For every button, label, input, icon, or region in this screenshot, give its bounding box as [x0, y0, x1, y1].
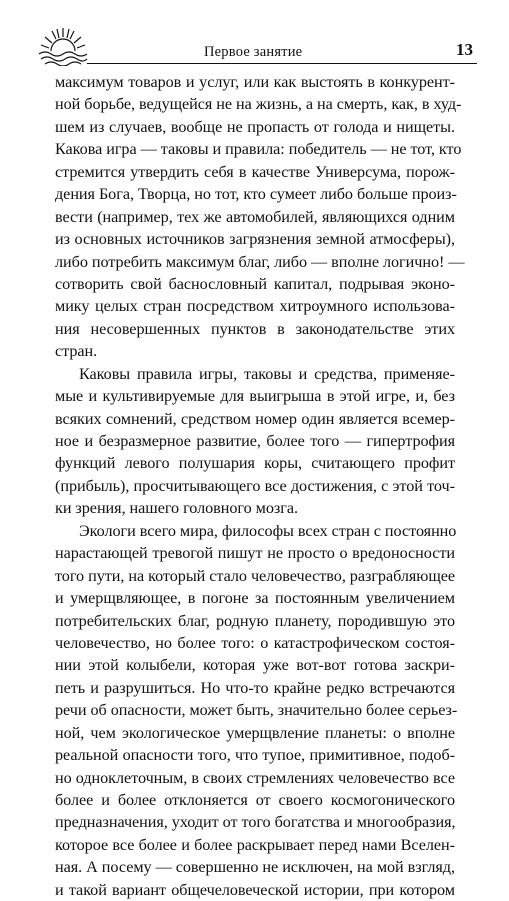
text-line: максимум товаров и услуг, или как выстоять в конкурент- [55, 73, 455, 91]
text-line: дения Бога, Творца, но тот, кто сумеет либо больше произ- [55, 185, 457, 204]
paragraph-1 [55, 71, 465, 363]
text-line: человечество, но более того: о катастрофическом состоя- [55, 633, 455, 652]
text-line: ное и безразмерное развитие, более того — гипертрофия [55, 432, 455, 450]
text-line: из основных источников загрязнения земной атмосферы), [55, 230, 455, 249]
text-line: сотворить свой баснословный капитал, подрывая эконо- [55, 274, 455, 293]
text-line: шем из случаев, вообще не пропасть от голода и нищеты. [55, 117, 455, 136]
text-line: стран. [55, 342, 98, 361]
text-line: либо потребить максимум благ, либо — вполне логично! — [55, 252, 465, 271]
page-text [55, 71, 465, 901]
text-line: мику целых стран посредством хитроумного использова- [55, 297, 455, 316]
text-line: которое все более и более раскрывает перед нами Вселен- [55, 835, 455, 854]
running-header [37, 20, 477, 68]
text-line: петь и разрушиться. Но что-то крайне редко встречаются [55, 678, 455, 697]
paragraph-2 [55, 363, 455, 520]
page-number: 13 [456, 40, 473, 59]
text-line: и умерщвляющее, в погоне за постоянным увеличением [55, 589, 455, 608]
text-line: нии этой колыбели, которая уже вот-вот готова заскри- [55, 656, 455, 675]
text-line: Экологи всего мира, философы всех стран с постоянно [79, 521, 457, 540]
text-line: (прибыль), просчитывающего все достижения, с этой точ- [55, 476, 455, 495]
text-line: но одноклеточным, в своих стремлениях человечество все [55, 768, 455, 787]
text-line: вести (например, тех же автомобилей, являющихся одним [55, 207, 455, 226]
paragraph-3 [55, 520, 458, 901]
sunrise-over-waves-icon [37, 20, 89, 66]
text-line: речи об опасности, может быть, значительно более серьез- [55, 701, 458, 720]
text-line: ной, чем экологическое умерщвление планеты: о вполне [55, 723, 455, 742]
text-line: предназначения, уходит от того богатства и многообразия, [55, 813, 456, 832]
text-line: функций левого полушария коры, считающего профит [55, 454, 455, 473]
text-line: ная. А посему — совершенно не исключен, на мой взгляд, [55, 858, 455, 877]
chapter-title: Первое занятие [204, 44, 303, 60]
text-line: стремится утвердить себя в качестве Универсума, порож- [55, 162, 455, 181]
header-divider [87, 63, 477, 64]
text-line: Каковы правила игры, таковы и средства, применяе- [79, 364, 455, 383]
text-line: всяких сомнений, средством номер один является всемер- [55, 409, 455, 428]
text-line: Какова игра — таковы и правила: победитель — не тот, кто [55, 140, 462, 159]
text-line: потребительских благ, родную планету, породившую это [55, 611, 455, 630]
text-line: того пути, на который стало человечество, разграбляющее [55, 566, 456, 585]
text-line: ния несовершенных пунктов в законодательстве этих [55, 319, 455, 338]
text-line: более и более отклоняется от своего космогонического [55, 791, 455, 809]
text-line: и такой вариант общечеловеческой истории, при котором [55, 880, 455, 899]
text-line: нарастающей тревогой пишут не просто о вредоносности [55, 544, 455, 563]
text-line: ки зрения, нашего головного мозга. [55, 499, 298, 518]
text-line: ной борьбе, ведущейся не на жизнь, а на смерть, как, в худ- [55, 95, 462, 114]
text-line: мые и культивируемые для выигрыша в этой игре, и, без [55, 387, 455, 406]
text-line: реальной опасности того, что тупое, примитивное, подоб- [55, 746, 455, 765]
